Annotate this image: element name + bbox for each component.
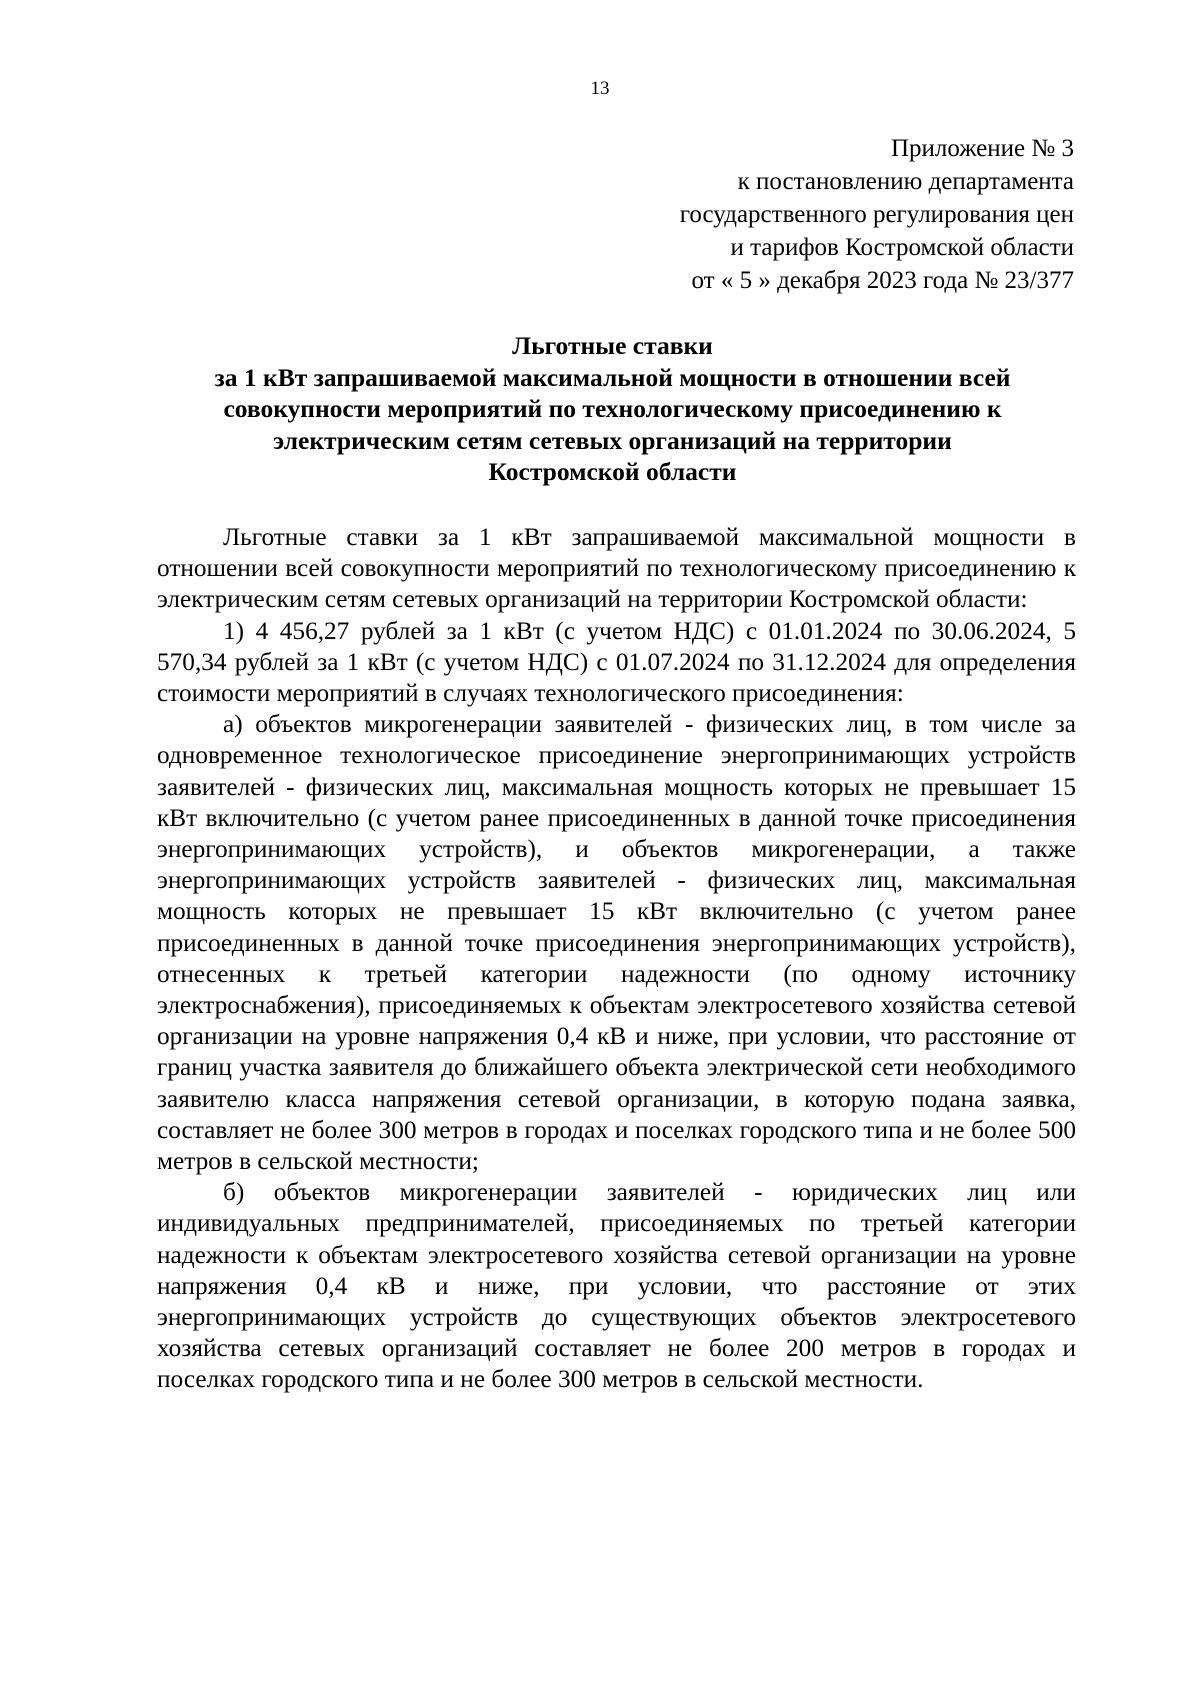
title-line: Костромской области	[488, 457, 737, 486]
document-body	[157, 522, 1076, 1396]
appendix-line: государственного регулирования цен	[679, 201, 1074, 228]
paragraph-item-a: а) объектов микрогенерации заявителей - физических лиц, в том числе за одновременное технологическое присоединение энергопринимающих устройств заявителей - физических лиц, максимальная мощность которых не превышает 15 кВт включительно (с учетом ранее присоединенных в данной точке присоединения энергопринимающих устройств), и объектов микрогенерации, а также энергопринимающих устройств заявителей - физических лиц, максимальная мощность которых не превышает 15 кВт включительно (с учетом ранее присоединенных в данной точке присоединения энергопринимающих устройств), отнесенных к третьей категории надежности (по одному источнику электроснабжения), присоединяемых к объектам электросетевого хозяйства сетевой организации на уровне напряжения 0,4 кВ и ниже, при условии, что расстояние от границ участка заявителя до ближайшего объекта электрической сети необходимого заявителю класса напряжения сетевой организации, в которую подана заявка, составляет не более 300 метров в городах и поселках городского типа и не более 500 метров в сельской местности;	[157, 710, 1076, 1176]
document-title	[150, 330, 1075, 488]
page-number: 13	[590, 78, 610, 99]
paragraph-item-b: б) объектов микрогенерации заявителей - юридических лиц или индивидуальных предпринимателей, присоединяемых по третьей категории надежности к объектам электросетевого хозяйства сетевой организации на уровне напряжения 0,4 кВ и ниже, при условии, что расстояние от этих энергопринимающих устройств до существующих объектов электросетевого хозяйства сетевых организаций составляет не более 200 метров в городах и поселках городского типа и не более 300 метров в сельской местности.	[157, 1178, 1076, 1394]
title-line: совокупности мероприятий по технологическому присоединению к	[223, 394, 1002, 423]
paragraph-item-1: 1) 4 456,27 рублей за 1 кВт (с учетом НДС) с 01.01.2024 по 30.06.2024, 5 570,34 рублей за 1 кВт (с учетом НДС) с 01.07.2024 по 31.12.2024 для определения стоимости мероприятий в случаях технологического присоединения:	[157, 616, 1076, 708]
appendix-header	[680, 132, 1074, 297]
appendix-line: Приложение № 3	[890, 135, 1074, 162]
appendix-line: от « 5 » декабря 2023 года № 23/377	[691, 267, 1074, 294]
title-line: за 1 кВт запрашиваемой максимальной мощности в отношении всей	[214, 362, 1011, 392]
title-line: электрическим сетям сетевых организаций на территории	[273, 425, 952, 455]
paragraph-intro: Льготные ставки за 1 кВт запрашиваемой максимальной мощности в отношении всей совокупности мероприятий по технологическому присоединению к электрическим сетям сетевых организаций на территории Костромской области:	[157, 523, 1076, 614]
title-line: Льготные ставки	[512, 331, 713, 360]
appendix-line: и тарифов Костромской области	[730, 234, 1074, 261]
appendix-line: к постановлению департамента	[737, 168, 1074, 195]
